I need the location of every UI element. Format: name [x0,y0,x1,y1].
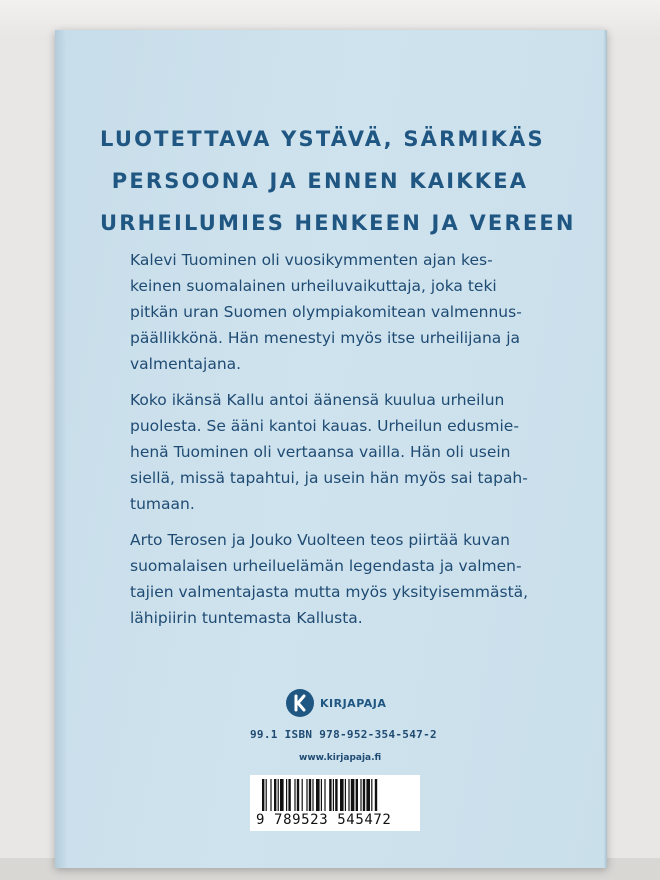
barcode-bar [312,779,313,811]
publisher-website: www.kirjapaja.fi [299,753,382,763]
barcode-bar [356,779,358,811]
blurb [130,247,590,641]
blurb-line: pitkän uran Suomen olympiakomitean valmennus- [130,303,522,321]
barcode-bar [302,779,303,811]
book-right-edge [603,30,607,868]
barcode-bar [288,779,290,811]
publisher-logo [286,686,386,720]
blurb-line: suomalaisen urheiluelämän legendasta ja valmen- [130,557,522,575]
blurb-line: puolesta. Se ääni kantoi kauas. Urheilun edusmie- [130,417,519,435]
barcode-bar [309,779,311,811]
barcode-bars [256,779,414,811]
isbn-text: 99.1 ISBN 978-952-354-547-2 [250,728,437,741]
barcode-bar [321,779,322,811]
barcode-label [250,775,420,831]
barcode-bar [278,779,279,811]
headline [100,118,576,244]
barcode-bar [324,779,325,811]
barcode-bar [297,779,299,811]
barcode-bar [371,779,372,811]
blurb-line: tajien valmentajasta mutta myös yksityisemmästä, [130,583,529,601]
barcode-bar [360,779,361,811]
barcode-bar [335,779,337,811]
blurb-line: tumaan. [130,495,195,513]
barcode-bar [345,779,346,811]
blurb-paragraph-2 [130,387,590,517]
barcode-bar [262,779,264,811]
blurb-line: päällikkönä. Hän menestyi myös itse urheilijana ja [130,329,521,347]
barcode-bar [274,779,276,811]
book-spine-edge [55,30,67,868]
barcode-bar [306,779,307,811]
barcode-bar [266,779,267,811]
barcode-bar [316,779,320,811]
blurb-line: henä Tuominen oli vertaansa vailla. Hän oli usein [130,443,511,461]
barcode-bar [375,779,377,811]
barcode-bar [270,779,271,811]
barcode-bar [280,779,284,811]
barcode-bar [363,779,365,811]
barcode-bar [286,779,287,811]
blurb-line: siellä, missä tapahtui, ja usein hän myös sai tapah- [130,469,528,487]
blurb-line: valmentajana. [130,355,242,373]
barcode-bar [294,779,295,811]
barcode-bar [348,779,349,811]
headline-line: PERSOONA JA ENNEN KAIKKEA [111,169,529,193]
barcode-bar [366,779,370,811]
blurb-line: Kalevi Tuominen oli vuosikymmenten ajan kes- [130,251,493,269]
publisher-name: KIRJAPAJA [320,696,387,710]
barcode-bar [333,779,334,811]
blurb-line: keinen suomalainen urheiluvaikuttaja, joka teki [130,277,497,295]
kirjapaja-k-logo-icon [286,689,314,717]
blurb-line: Koko ikänsä Kallu antoi äänensä kuulua urheilun [130,391,505,409]
barcode-digits: 9 789523 545472 [256,812,392,828]
headline-line: URHEILUMIES HENKEEN JA VEREEN [100,211,576,235]
blurb-line: Arto Terosen ja Jouko Vuolteen teos piirtää kuvan [130,531,510,549]
blurb-paragraph-3 [130,527,590,631]
blurb-line: lähipiirin tuntemasta Kallusta. [130,609,363,627]
barcode-bar [351,779,355,811]
barcode-bar [329,779,331,811]
barcode-bar [340,779,344,811]
blurb-paragraph-1 [130,247,590,377]
headline-line: LUOTETTAVA YSTÄVÄ, SÄRMIKÄS [100,127,545,151]
